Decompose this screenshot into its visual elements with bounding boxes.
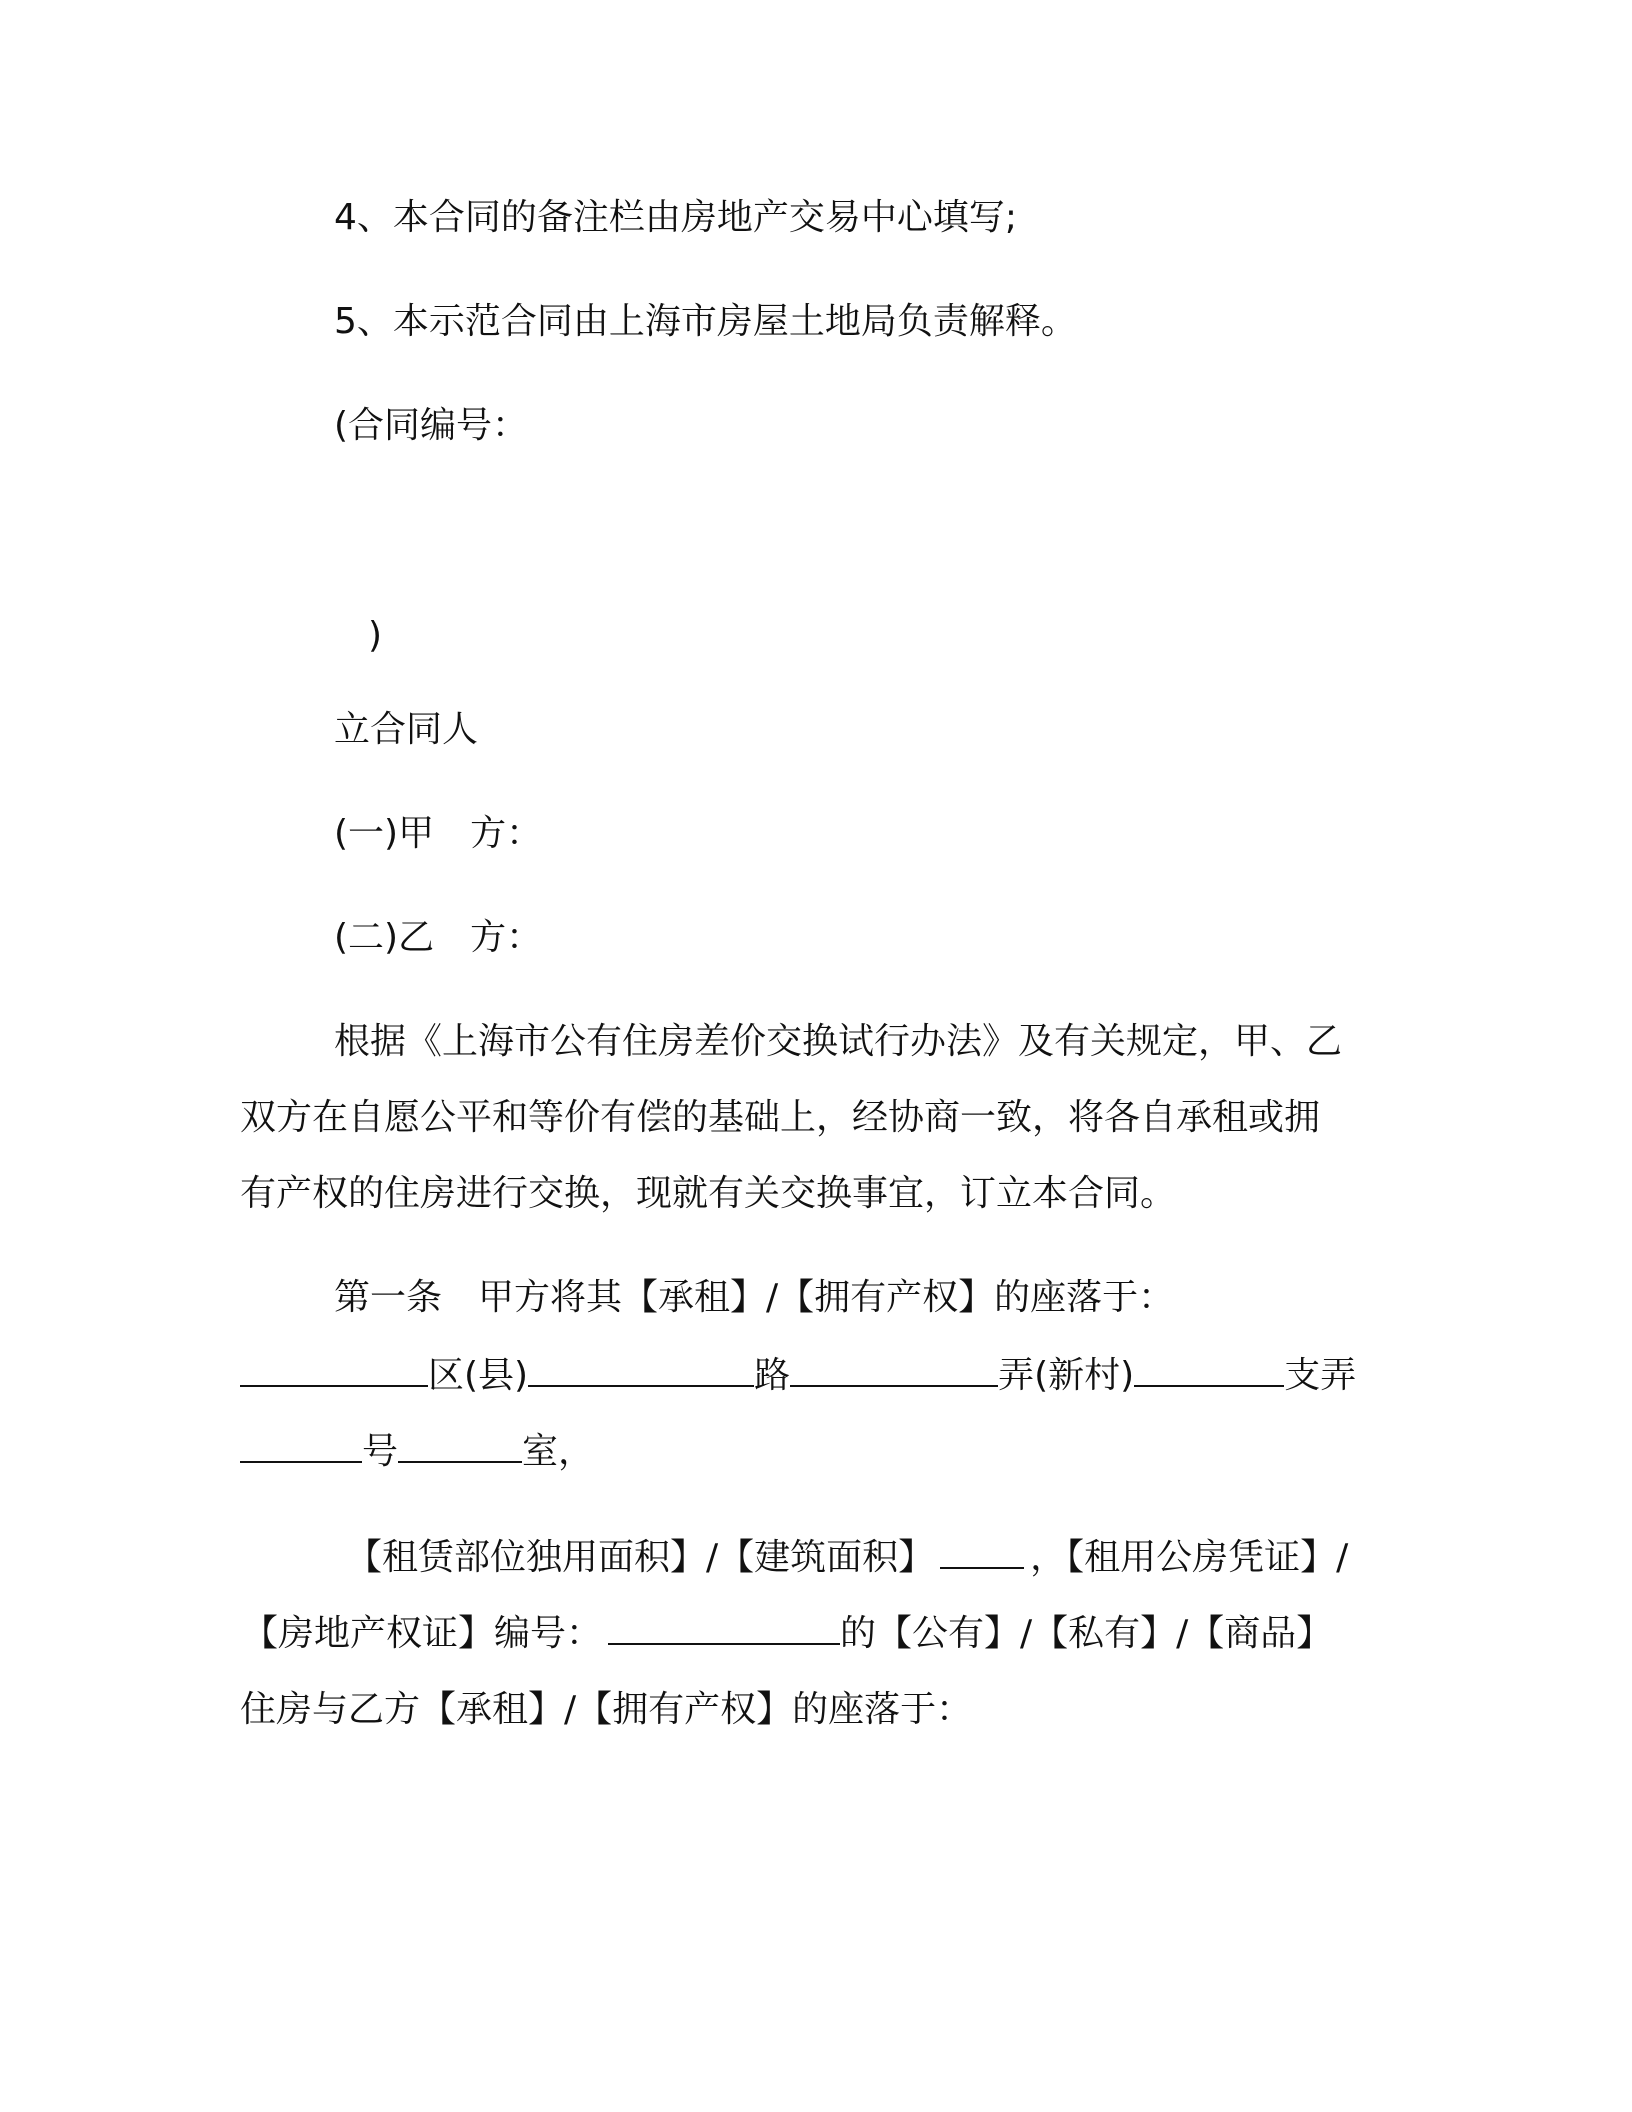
number-label: 号	[362, 1431, 399, 1472]
branch-label: 支弄	[1284, 1355, 1357, 1396]
area-line-1	[346, 1536, 1348, 1580]
article-1-room-line	[240, 1430, 594, 1474]
branch-blank	[1134, 1355, 1284, 1387]
room-blank	[398, 1431, 522, 1463]
area-line-3: 住房与乙方【承租】/【拥有产权】的座落于：	[240, 1689, 973, 1730]
intro-line-3: 有产权的住房进行交换，现就有关交换事宜，订立本合同。	[240, 1173, 1177, 1214]
lane-label: 弄(新村)	[998, 1355, 1135, 1396]
district-blank	[240, 1355, 428, 1387]
housing-type-label: 的【公有】/【私有】/【商品】	[840, 1613, 1333, 1654]
intro-line-2: 双方在自愿公平和等价有偿的基础上，经协商一致，将各自承租或拥	[240, 1097, 1321, 1138]
intro-line-1: 根据《上海市公有住房差价交换试行办法》及有关规定，甲、乙	[334, 1021, 1343, 1062]
road-label: 路	[754, 1355, 791, 1396]
lane-blank	[790, 1355, 998, 1387]
parties-title: 立合同人	[334, 709, 479, 750]
item-5: 5、本示范合同由上海市房屋土地局负责解释。	[334, 301, 1077, 342]
area-type-label: 【租赁部位独用面积】/【建筑面积】	[346, 1537, 935, 1578]
certificate-number-blank	[608, 1613, 840, 1645]
area-blank	[940, 1537, 1024, 1569]
party-b: (二)乙 方：	[334, 917, 543, 958]
road-blank	[528, 1355, 754, 1387]
room-label: 室，	[522, 1431, 595, 1472]
area-line-2	[242, 1612, 1332, 1656]
item-4: 4、本合同的备注栏由房地产交易中心填写;	[334, 197, 1018, 238]
number-blank	[240, 1431, 362, 1463]
contract-number-label: (合同编号：	[334, 405, 529, 446]
article-1-address-line	[240, 1354, 1356, 1398]
contract-number-close: )	[368, 615, 383, 656]
certificate-number-label: 【房地产权证】编号：	[242, 1613, 603, 1654]
party-a: (一)甲 方：	[334, 813, 543, 854]
lease-certificate-label: ，【租用公房凭证】/	[1030, 1537, 1349, 1578]
article-1-line-1: 第一条 甲方将其【承租】/【拥有产权】的座落于：	[334, 1277, 1175, 1318]
district-label: 区(县)	[428, 1355, 529, 1396]
